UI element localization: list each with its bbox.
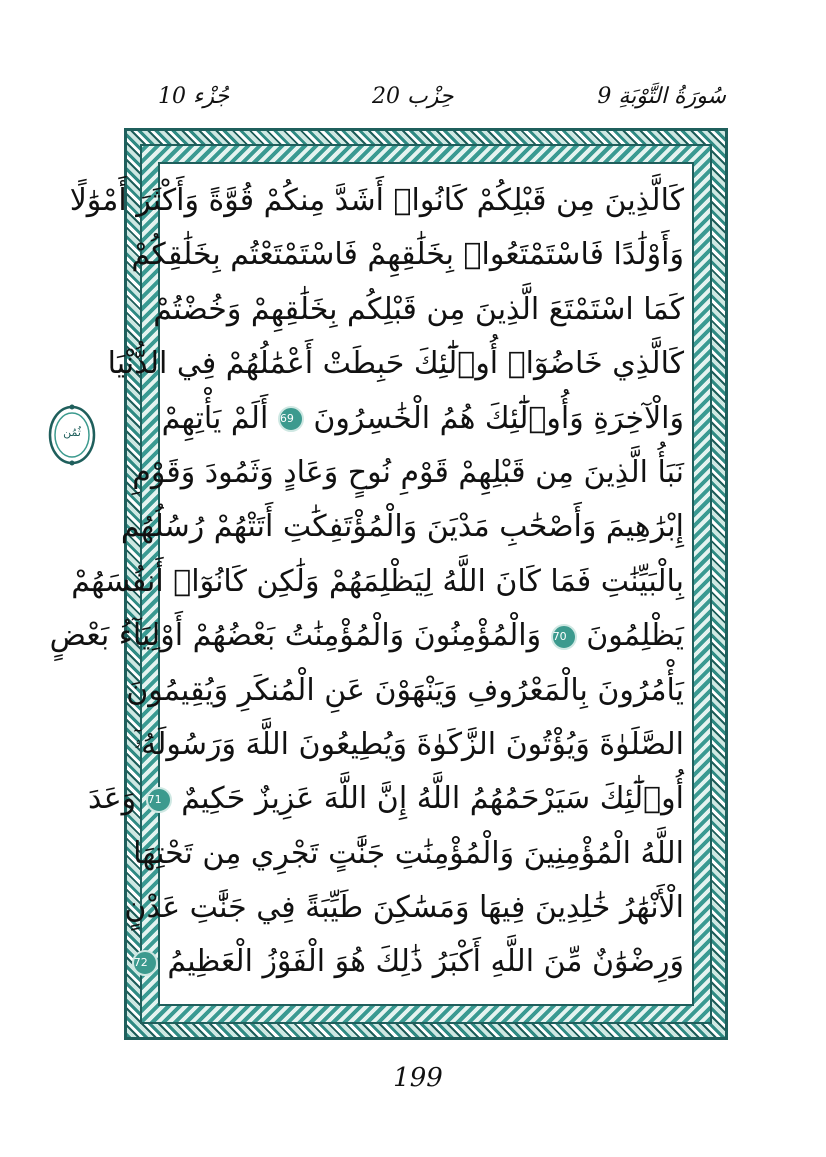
text-line <box>133 718 684 772</box>
juz-label: جُزْء 10 <box>158 84 230 109</box>
line-text: يَظْلِمُونَ <box>586 618 684 654</box>
line-text: وَالْآخِرَةِ وَأُو۟لَٰٓئِكَ هُمُ الْخَٰسِرُونَ <box>313 400 684 436</box>
hizb-label: حِزْب 20 <box>372 84 454 109</box>
text-line <box>133 827 684 881</box>
text-line <box>153 283 684 337</box>
ayah-number-marker: 69 <box>278 406 304 432</box>
text-line <box>133 935 684 989</box>
line-text: الصَّلَوٰةَ وَيُؤْتُونَ الزَّكَوٰةَ وَيُطِيعُونَ اللَّهَ وَرَسُولَهُۥٓ <box>133 726 684 762</box>
text-line <box>131 228 684 282</box>
text-line <box>132 446 684 500</box>
line-text-continued: وَعَدَ <box>87 781 137 817</box>
rub-hizb-marker-icon <box>47 404 97 466</box>
surah-label: 9 سُورَةُ التَّوْبَةِ <box>597 84 726 109</box>
text-line <box>69 174 684 228</box>
text-line <box>120 500 684 554</box>
ayah-number-marker: 72 <box>132 950 158 976</box>
margin-marker-label: ثُمُن <box>63 426 81 439</box>
page-number: 199 <box>393 1063 443 1093</box>
line-text: كَمَا اسْتَمْتَعَ الَّذِينَ مِن قَبْلِكُم بِخَلَٰقِهِمْ وَخُضْتُمْ <box>153 291 684 327</box>
text-line <box>87 772 684 826</box>
line-text: كَالَّذِينَ مِن قَبْلِكُمْ كَانُوا۟ أَشَدَّ مِنكُمْ قُوَّةً وَأَكْثَرَ أَمْوَٰلًا <box>69 183 684 218</box>
line-text-continued: وَالْمُؤْمِنُونَ وَالْمُؤْمِنَٰتُ بَعْضُهُمْ أَوْلِيَآءُ بَعْضٍ <box>49 618 542 654</box>
line-text: اللَّهُ الْمُؤْمِنِينَ وَالْمُؤْمِنَٰتِ جَنَّٰتٍ تَجْرِي مِن تَحْتِهَا <box>133 835 684 871</box>
ayah-number-marker: 70 <box>551 624 577 650</box>
text-line <box>71 555 684 609</box>
line-text: وَرِضْوَٰنٌ مِّنَ اللَّهِ أَكْبَرُ ذَٰلِكَ هُوَ الْفَوْزُ الْعَظِيمُ <box>167 944 684 980</box>
line-text: الْأَنْهَٰرُ خَٰلِدِينَ فِيهَا وَمَسَٰكِنَ طَيِّبَةً فِي جَنَّٰتِ عَدْنٍ <box>124 890 684 926</box>
line-text: يَأْمُرُونَ بِالْمَعْرُوفِ وَيَنْهَوْنَ عَنِ الْمُنكَرِ وَيُقِيمُونَ <box>126 672 684 708</box>
text-line <box>161 392 684 446</box>
line-text: وَأَوْلَٰدًا فَاسْتَمْتَعُوا۟ بِخَلَٰقِهِمْ فَاسْتَمْتَعْتُم بِخَلَٰقِكُمْ <box>131 237 684 273</box>
line-text: نَبَأُ الَّذِينَ مِن قَبْلِهِمْ قَوْمِ نُوحٍ وَعَادٍ وَثَمُودَ وَقَوْمِ <box>132 454 684 490</box>
line-text: أُو۟لَٰٓئِكَ سَيَرْحَمُهُمُ اللَّهُ إِنَّ اللَّهَ عَزِيزٌ حَكِيمٌ <box>181 781 684 817</box>
page-header <box>120 84 726 118</box>
line-text: بِالْبَيِّنَٰتِ فَمَا كَانَ اللَّهُ لِيَظْلِمَهُمْ وَلَٰكِن كَانُوٓا۟ أَنفُسَهُمْ <box>71 563 684 599</box>
line-text-continued: أَلَمْ يَأْتِهِمْ <box>161 400 269 436</box>
line-text: إِبْرَٰهِيمَ وَأَصْحَٰبِ مَدْيَنَ وَالْمُؤْتَفِكَٰتِ أَتَتْهُمْ رُسُلُهُم <box>120 509 684 545</box>
text-line <box>124 881 684 935</box>
text-line <box>126 664 684 718</box>
line-text: كَالَّذِي خَاضُوٓا۟ أُو۟لَٰٓئِكَ حَبِطَتْ أَعْمَٰلُهُمْ فِي الدُّنْيَا <box>107 346 684 382</box>
text-line <box>107 337 684 391</box>
ayah-number-marker: 71 <box>146 787 172 813</box>
text-line <box>49 609 684 663</box>
